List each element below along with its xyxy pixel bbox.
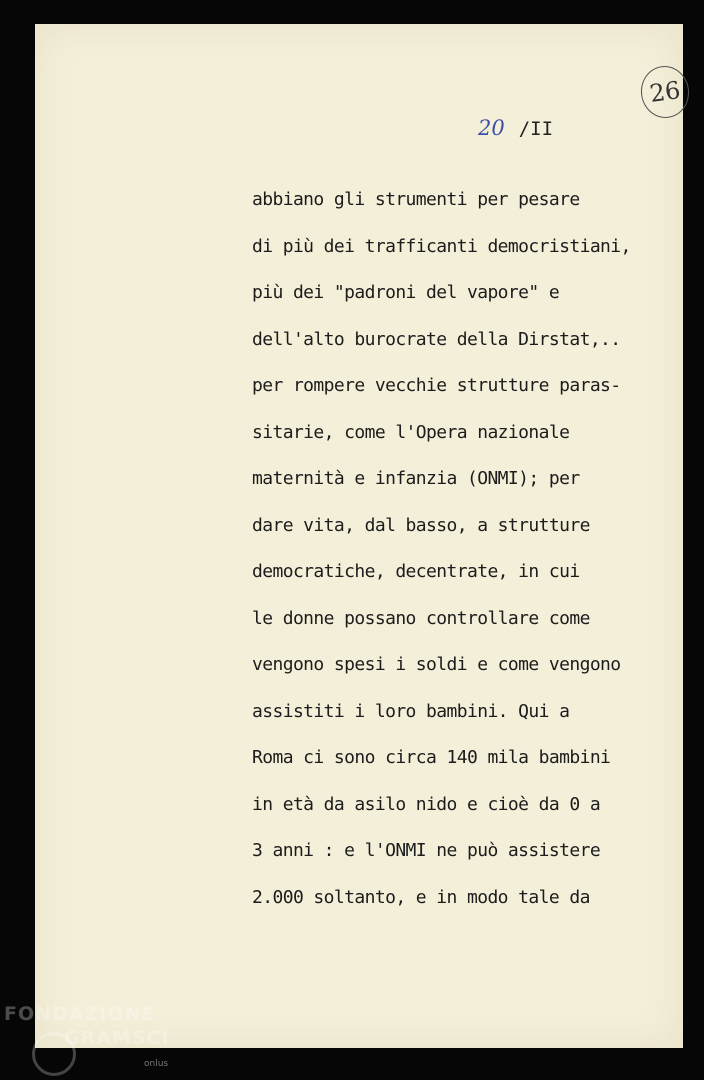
text-line: in età da asilo nido e cioè da 0 a (252, 793, 601, 815)
text-line: democratiche, decentrate, in cui (252, 561, 580, 582)
text-line: abbiano gli strumenti per pesare (252, 189, 580, 210)
text-line: più dei "padroni del vapore" e (252, 282, 560, 303)
text-line: dell'alto burocrate della Dirstat,.. (252, 328, 621, 350)
text-line: vengono spesi i soldi e come vengono (252, 654, 621, 675)
watermark-logo-icon (32, 1032, 76, 1076)
text-line: per rompere vecchie strutture paras- (252, 375, 621, 396)
text-line: dare vita, dal basso, a strutture (252, 514, 590, 536)
text-line: 2.000 soltanto, e in modo tale da (252, 886, 590, 908)
text-line: 3 anni : e l'ONMI ne può assistere (252, 840, 601, 861)
watermark-suffix: onlus (144, 1059, 169, 1069)
watermark-line1: FONDAZIONE (4, 1003, 156, 1025)
archive-page-number: 26 (638, 63, 693, 121)
text-line: sitarie, come l'Opera nazionale (252, 421, 570, 443)
text-line: assistiti i loro bambini. Qui a (252, 700, 570, 722)
handwritten-page-number: 20 (478, 116, 505, 140)
typewritten-text (252, 186, 631, 930)
text-line: di più dei trafficanti democristiani, (252, 235, 631, 257)
text-line: le donne possano controllare come (252, 607, 590, 629)
document-page (35, 24, 683, 1048)
typed-page-suffix: /II (518, 118, 554, 140)
fondazione-gramsci-watermark (4, 1002, 170, 1069)
watermark-line2: GRAMSCI (64, 1027, 170, 1049)
text-line: Roma ci sono circa 140 mila bambini (252, 747, 611, 768)
page-reference (478, 116, 553, 140)
text-line: maternità e infanzia (ONMI); per (252, 468, 580, 489)
